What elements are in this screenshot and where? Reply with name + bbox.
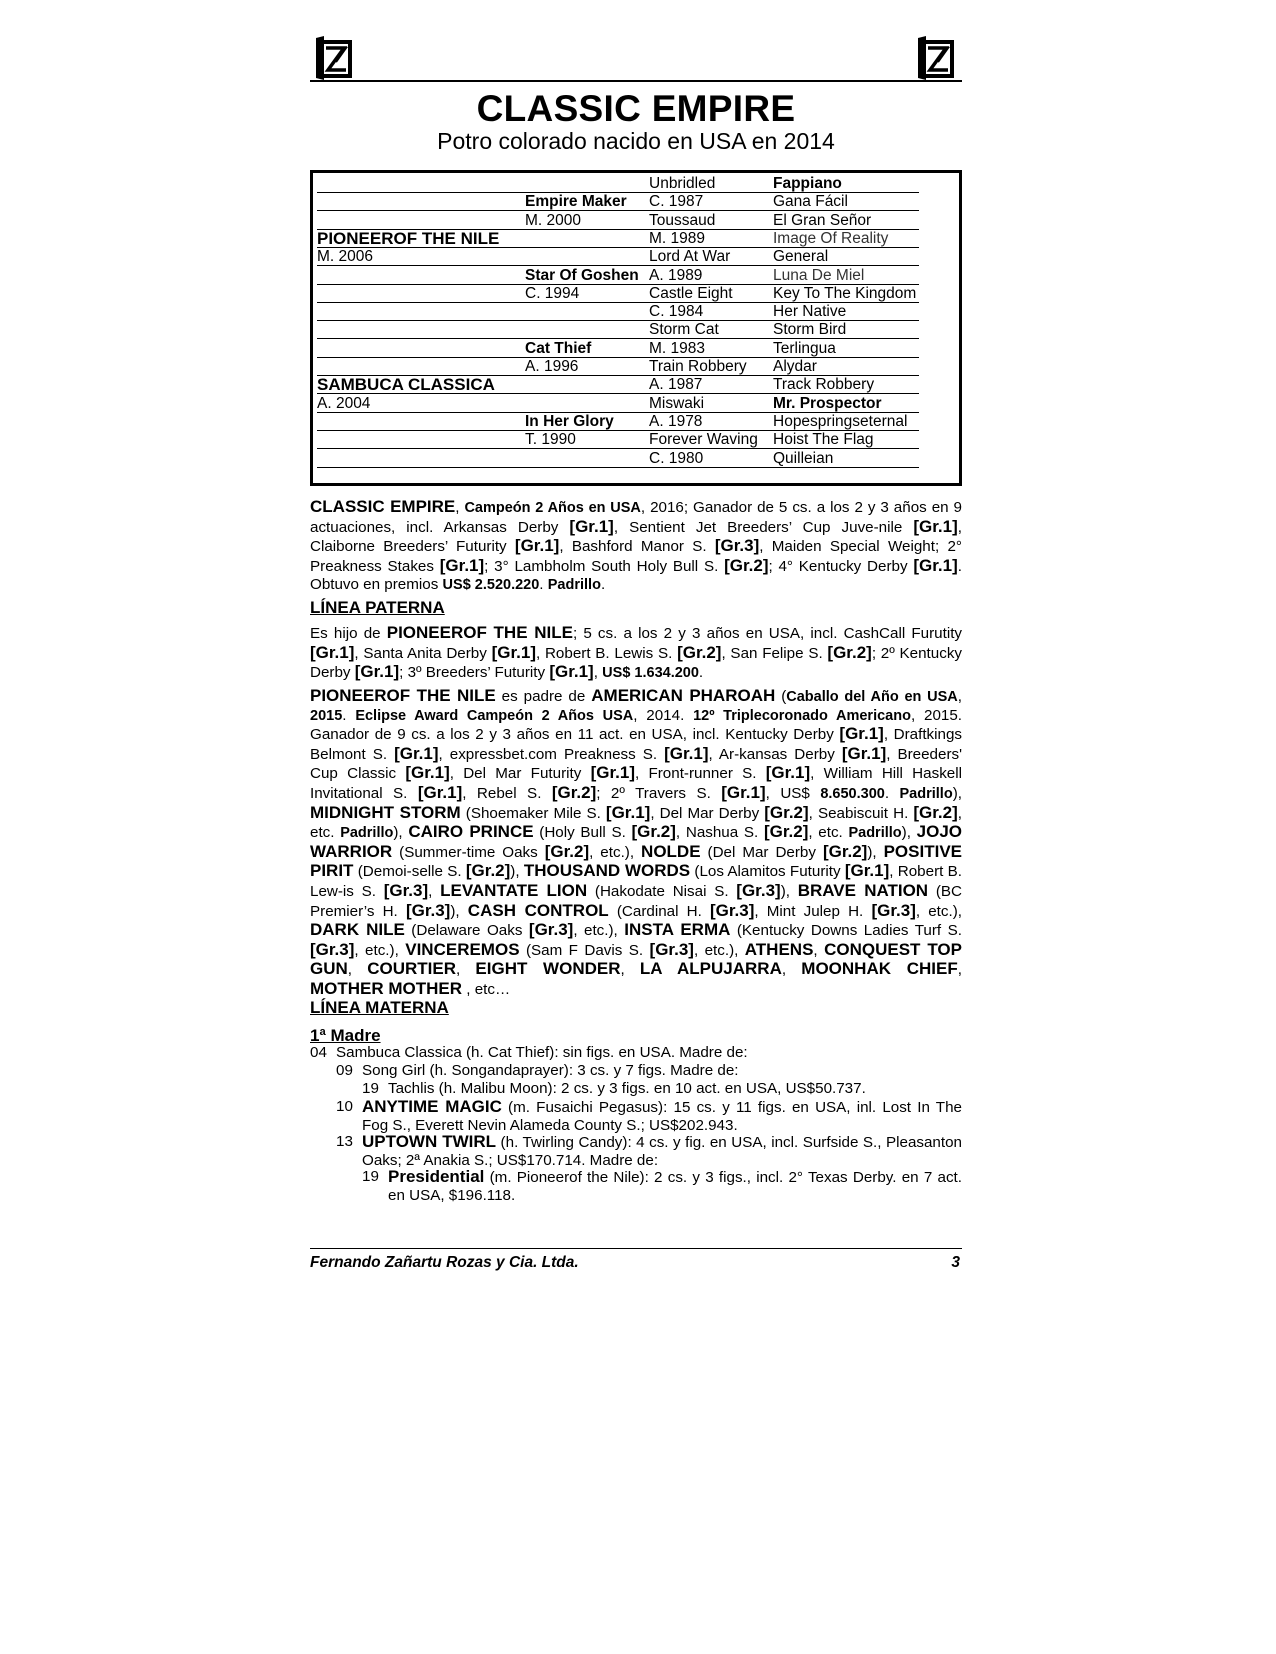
grade-label: [Gr.1] [765,763,811,783]
grade-label: [Gr.2] [631,822,676,842]
entry-year: 04 [310,1044,327,1061]
pedigree-row [313,247,959,266]
entry-body [362,1098,962,1134]
horse-name: EIGHT WONDER [475,959,621,979]
pedigree-cell: Lord At War [649,248,731,266]
entry-year: 19 [362,1080,379,1097]
pedigree-cell: SAMBUCA CLASSICA [317,375,495,395]
pedigree-cell: In Her Glory [525,412,614,430]
pedigree-cell: Image Of Reality [773,229,889,247]
pedigree-row [313,375,959,394]
horse-name: DARK NILE [310,920,405,940]
horse-name: JOJO WARRIOR [310,822,962,861]
pedigree-cell: Cat Thief [525,339,592,357]
horse-name: INSTA ERMA [624,920,731,940]
pedigree-cell: Key To The Kingdom [773,284,917,302]
footer-company: Fernando Zañartu Rozas y Cia. Ltda. [310,1254,579,1271]
dam-entry [362,1168,962,1203]
pedigree-cell: C. 1987 [649,193,704,211]
dam-entry [362,1080,962,1098]
pedigree-cell: Empire Maker [525,193,627,211]
pedigree-row [313,192,959,211]
pedigree-cell: Track Robbery [773,376,875,394]
company-logo-icon [314,34,358,82]
grade-label: [Gr.3] [649,939,694,959]
grade-label: [Gr.2] [544,841,590,861]
grade-label: [Gr.3] [528,920,574,940]
footer-rule [310,1248,962,1249]
grade-label: [Gr.1] [844,861,890,881]
horse-name: MIDNIGHT STORM [310,802,461,822]
pedigree-cell: PIONEEROF THE NILE [317,228,500,248]
pedigree-cell: Forever Waving [649,431,758,449]
pedigree-cell: M. 1989 [649,229,706,247]
pedigree-cell: Quilleian [773,449,834,467]
horse-name: LEVANTATE LION [440,880,588,900]
entry-text: Sambuca Classica (h. Cat Thief): sin figs. en USA. Madre de: [336,1044,748,1061]
pedigree-row [313,320,959,339]
page-number: 3 [951,1254,960,1271]
horse-name: CONQUEST TOP GUN [310,939,962,979]
paterna-paragraph-1: Es hijo de PIONEEROF THE NILE; 5 cs. a los 2 y 3 años en USA, incl. CashCall Furutity [Gr.1], Santa Anita Derby [Gr.1], Robert B. Lewis S. [Gr.2], San Felipe S. [Gr.2]; 2º Kentucky Derby [Gr.1]; 3º Breeders’ Futurity [Gr.1], US$ 1.634.200. [310,623,963,682]
grade-label: [Gr.3] [383,880,429,900]
pedigree-row [313,394,959,413]
entry-text: Song Girl (h. Songandaprayer): 3 cs. y 7 figs. Madre de: [362,1062,739,1079]
horse-name: MOONHAK CHIEF [801,959,958,979]
entry-year: 13 [336,1133,353,1150]
entry-text: Tachlis (h. Malibu Moon): 2 cs. y 3 figs. en 10 act. en USA, US$50.737. [388,1080,866,1097]
entry-body [336,1044,962,1062]
intro-paragraph: CLASSIC EMPIRE, Campeón 2 Años en USA, 2016; Ganador de 5 cs. a los 2 y 3 años en 9 actuaciones, incl. Arkansas Derby [Gr.1], Sentient Jet Breeders’ Cup Juve-nile [Gr.1], Claiborne Breeders’ Futurity [Gr.1], Bashford Manor S. [Gr.3], Maiden Special Weight; 2° Preakness Stakes [Gr.1]; 3° Lambholm South Holy Bull S. [Gr.2]; 4° Kentucky Derby [Gr.1]. Obtuvo en premios US$ 2.520.220. Padrillo. [310,497,962,594]
page-subtitle: Potro colorado nacido en USA en 2014 [437,128,835,154]
pedigree-cell: M. 2006 [317,248,374,266]
pedigree-row [313,339,959,358]
pedigree-cell: Castle Eight [649,284,733,302]
grade-label: [Gr.3] [871,900,916,920]
dam-entry [336,1098,962,1133]
pedigree-cell: Train Robbery [649,358,747,375]
horse-name: POSITIVE PIRIT [310,841,963,881]
pedigree-cell: A. 1996 [525,358,579,375]
grade-label: [Gr.1] [721,782,766,802]
horse-name: AMERICAN PHAROAH [591,686,776,705]
horse-name: CASH CONTROL [467,900,609,920]
pedigree-row [313,284,959,303]
entry-text: (m. Pioneerof the Nile): 2 cs. y 3 figs., incl. 2° Texas Derby. en 7 act. en USA, $196.118. [388,1169,962,1204]
horse-name: THOUSAND WORDS [523,861,691,881]
entry-body [362,1062,962,1080]
pedigree-cell: M. 2000 [525,211,582,229]
horse-name: NOLDE [641,841,701,861]
grade-label: [Gr.1] [664,743,709,763]
pedigree-cell: Toussaud [649,211,716,229]
horse-name: LA ALPUJARRA [639,959,782,979]
pedigree-cell: Fappiano [773,175,842,192]
pedigree-row [313,266,959,285]
pedigree-row [313,430,959,449]
grade-label: [Gr.2] [763,822,809,842]
header-rule [310,80,962,82]
page-title: CLASSIC EMPIRE [476,88,796,129]
entry-body [388,1080,962,1098]
pedigree-row [313,174,959,193]
pedigree-cell: Mr. Prospector [773,394,882,412]
pedigree-cell: C. 1984 [649,303,704,321]
grade-label: [Gr.1] [405,763,450,783]
grade-label: [Gr.3] [310,939,355,959]
pedigree-cell: M. 1983 [649,339,706,357]
grade-label: [Gr.3] [709,900,755,920]
pedigree-cell: A. 1989 [649,266,703,284]
dam-entry [310,1044,962,1062]
grade-label: [Gr.1] [839,724,884,744]
section-heading-paterna: LÍNEA PATERNA [310,598,445,617]
pedigree-cell: Terlingua [773,339,836,357]
pedigree-cell: Miswaki [649,394,705,412]
grade-label: [Gr.1] [605,802,651,822]
horse-name: COURTIER [367,959,456,979]
pedigree-cell: Unbridled [649,175,716,192]
pedigree-cell: Storm Cat [649,321,719,339]
horse-name: VINCEREMOS [405,939,520,959]
entry-text: (m. Fusaichi Pegasus): 15 cs. y 11 figs. en USA, inl. Lost In The Fog S., Everett Nevin Alameda County S.; US$202.943. [362,1099,962,1134]
grade-label: [Gr.1] [417,782,463,802]
horse-name: CAIRO PRINCE [408,822,534,842]
pedigree-cell: A. 1987 [649,376,703,394]
grade-label: [Gr.1] [394,743,439,763]
pedigree-row [313,412,959,431]
grade-label: [Gr.2] [551,782,597,802]
pedigree-cell: A. 2004 [317,394,371,412]
horse-name: UPTOWN TWIRL [362,1132,497,1151]
section-heading-materna: LÍNEA MATERNA [310,998,449,1017]
horse-name: ANYTIME MAGIC [362,1097,502,1116]
pedigree-row [313,449,959,468]
entry-year: 09 [336,1062,353,1079]
pedigree-row-rule [317,467,919,468]
entry-year: 10 [336,1098,353,1115]
pedigree-cell: A. 1978 [649,412,703,430]
pedigree-cell: Star Of Goshen [525,266,639,284]
paterna-paragraph-2: PIONEEROF THE NILE es padre de AMERICAN PHAROAH (Caballo del Año en USA, 2015. Eclipse Award Campeón 2 Años USA, 2014. 12º Triplecoronado Americano, 2015. Ganador de 9 cs. a los 2 y 3 años en 11 act. en USA, incl. Kentucky Derby [Gr.1], Draftkings Belmont S. [Gr.1], expressbet.com Preakness S. [Gr.1], Ar-kansas Derby [Gr.1], Breeders' Cup Classic [Gr.1], Del Mar Futurity [Gr.1], Front-runner S. [Gr.1], William Hill Haskell Invitational S. [Gr.1], Rebel S. [Gr.2]; 2º Travers S. [Gr.1], US$ 8.650.300. Padrillo), MIDNIGHT STORM (Shoemaker Mile S. [Gr.1], Del Mar Derby [Gr.2], Seabiscuit H. [Gr.2], etc. Padrillo), CAIRO PRINCE (Holy Bull S. [Gr.2], Nashua S. [Gr.2], etc. Padrillo), JOJO WARRIOR (Summer-time Oaks [Gr.2], etc.), NOLDE (Del Mar Derby [Gr.2]), POSITIVE PIRIT (Demoi-selle S. [Gr.2]), THOUSAND WORDS (Los Alamitos Futurity [Gr.1], Robert B. Lew-is S. [Gr.3], LEVANTATE LION (Hakodate Nisai S. [Gr.3]), BRAVE NATION (BC Premier’s H. [Gr.3]), CASH CONTROL (Cardinal H. [Gr.3], Mint Julep H. [Gr.3], etc.), DARK NILE (Delaware Oaks [Gr.3], etc.), INSTA ERMA (Kentucky Downs Ladies Turf S. [Gr.3], etc.), VINCEREMOS (Sam F Davis S. [Gr.3], etc.), ATHENS, CONQUEST TOP GUN, COURTIER, EIGHT WONDER, LA ALPUJARRA, MOONHAK CHIEF, MOTHER MOTHER , etc… [310,686,963,998]
horse-name: Presidential [388,1167,485,1186]
grade-label: [Gr.3] [405,900,451,920]
entry-body [388,1168,962,1204]
pedigree-cell: El Gran Señor [773,211,872,229]
pedigree-cell: Luna De Miel [773,266,865,284]
pedigree-cell: C. 1980 [649,449,704,467]
pedigree-cell: Hopespringseternal [773,412,908,430]
pedigree-cell: Her Native [773,303,847,321]
grade-label: [Gr.1] [841,743,887,763]
pedigree-cell: General [773,248,829,266]
section-subheading-first-dam: 1ª Madre [310,1026,381,1045]
grade-label: [Gr.2] [465,861,511,881]
pedigree-row [313,302,959,321]
grade-label: [Gr.2] [822,841,868,861]
pedigree-cell: Alydar [773,358,817,375]
grade-label: [Gr.3] [736,880,781,900]
pedigree-row [313,357,959,376]
grade-label: [Gr.1] [590,763,635,783]
dam-entry [336,1133,962,1168]
dam-entry [336,1062,962,1080]
horse-name: MOTHER MOTHER [310,978,463,998]
horse-name: ATHENS [744,939,814,959]
pedigree-cell: Gana Fácil [773,193,848,211]
horse-name: BRAVE NATION [797,880,929,900]
company-logo-icon [916,34,960,82]
horse-name: PIONEEROF THE NILE [310,686,496,705]
pedigree-cell: Hoist The Flag [773,431,874,449]
entry-text: (h. Twirling Candy): 4 cs. y fig. en USA, incl. Surfside S., Pleasanton Oaks; 2ª Anakia S.; US$170.714. Madre de: [362,1134,962,1169]
footer [310,1254,962,1272]
entry-body [362,1133,962,1169]
pedigree-row [313,211,959,230]
grade-label: [Gr.2] [764,802,809,822]
pedigree-cell: T. 1990 [525,431,576,449]
pedigree-table [310,170,962,486]
pedigree-cell: Storm Bird [773,321,847,339]
pedigree-cell: C. 1994 [525,284,580,302]
entry-year: 19 [362,1168,379,1185]
grade-label: [Gr.2] [913,802,958,822]
pedigree-row [313,229,959,248]
